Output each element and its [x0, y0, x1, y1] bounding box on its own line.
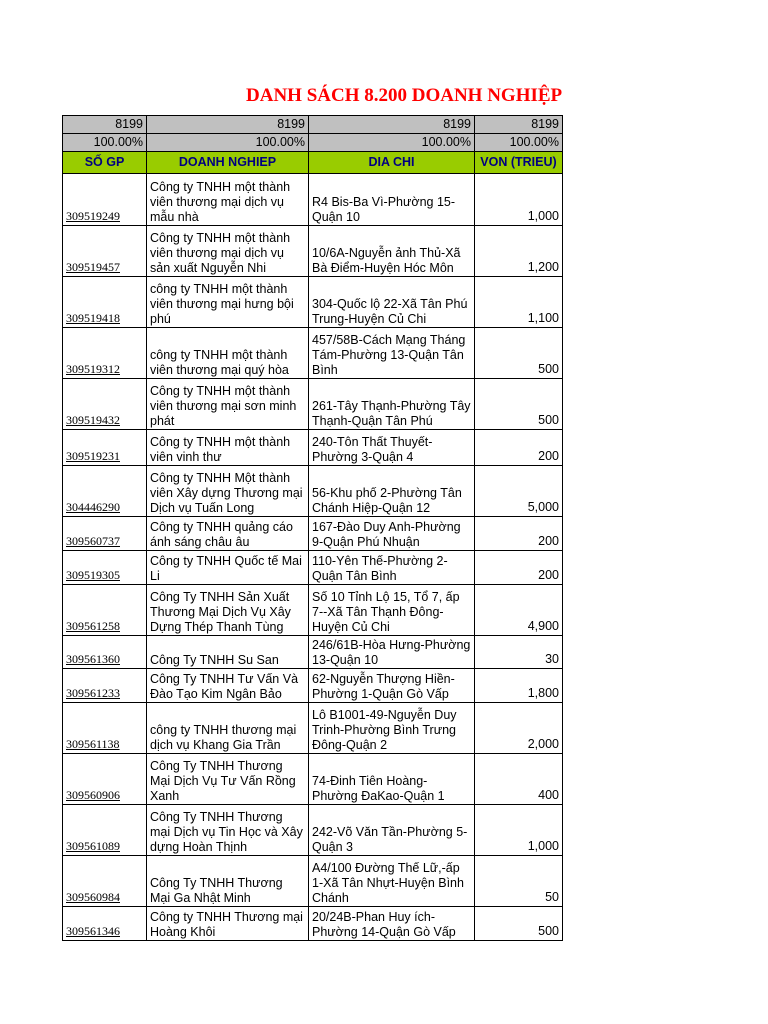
- address-cell: 240-Tôn Thất Thuyết-Phường 3-Quận 4: [309, 430, 475, 466]
- capital-cell: 500: [475, 907, 563, 941]
- address-cell: 56-Khu phố 2-Phường Tân Chánh Hiệp-Quận 12: [309, 466, 475, 517]
- summary-cell: 8199: [63, 116, 147, 134]
- table-row: [63, 805, 563, 856]
- header-doanh-nghiep: DOANH NGHIEP: [147, 152, 309, 174]
- capital-cell: 1,200: [475, 226, 563, 277]
- company-name-cell: Công ty TNHH quảng cáo ánh sáng châu âu: [147, 517, 309, 551]
- capital-cell: 1,800: [475, 669, 563, 703]
- license-number-cell[interactable]: 309560984: [63, 856, 147, 907]
- summary-cell: 100.00%: [309, 134, 475, 152]
- address-cell: 167-Đào Duy Anh-Phường 9-Quận Phú Nhuận: [309, 517, 475, 551]
- capital-cell: 200: [475, 517, 563, 551]
- table-row: [63, 174, 563, 226]
- summary-cell: 100.00%: [147, 134, 309, 152]
- table-row: [63, 277, 563, 328]
- table-row: [63, 669, 563, 703]
- table-row: [63, 517, 563, 551]
- summary-cell: 8199: [309, 116, 475, 134]
- table-row: [63, 907, 563, 941]
- summary-cell: 8199: [147, 116, 309, 134]
- table-row: [63, 328, 563, 379]
- license-number-cell[interactable]: 304446290: [63, 466, 147, 517]
- enterprise-table: [62, 115, 563, 941]
- company-name-cell: Công Ty TNHH Thương Mại Dịch Vụ Tư Vấn Rồng Xanh: [147, 754, 309, 805]
- company-name-cell: Công Ty TNHH Sản Xuất Thương Mại Dịch Vụ Xây Dựng Thép Thanh Tùng: [147, 585, 309, 636]
- summary-cell: 8199: [475, 116, 563, 134]
- capital-cell: 500: [475, 328, 563, 379]
- capital-cell: 1,100: [475, 277, 563, 328]
- summary-row-percent: [63, 134, 563, 152]
- company-name-cell: Công Ty TNHH Thương Mại Ga Nhật Minh: [147, 856, 309, 907]
- license-number-cell[interactable]: 309561346: [63, 907, 147, 941]
- address-cell: R4 Bis-Ba Vì-Phường 15-Quận 10: [309, 174, 475, 226]
- address-cell: 62-Nguyễn Thượng Hiền-Phường 1-Quận Gò Vấp: [309, 669, 475, 703]
- capital-cell: 4,900: [475, 585, 563, 636]
- license-number-cell[interactable]: 309519432: [63, 379, 147, 430]
- summary-cell: 100.00%: [63, 134, 147, 152]
- company-name-cell: Công Ty TNHH Thương mại Dịch vụ Tin Học và Xây dựng Hoàn Thịnh: [147, 805, 309, 856]
- company-name-cell: Công ty TNHH Quốc tế Mai Li: [147, 551, 309, 585]
- company-name-cell: Công ty TNHH một thành viên thương mại dịch vụ mẫu nhà: [147, 174, 309, 226]
- license-number-cell[interactable]: 309561089: [63, 805, 147, 856]
- capital-cell: 500: [475, 379, 563, 430]
- table-row: [63, 636, 563, 669]
- capital-cell: 200: [475, 551, 563, 585]
- address-cell: 246/61B-Hòa Hưng-Phường 13-Quận 10: [309, 636, 475, 669]
- header-so-gp: SỐ GP: [63, 152, 147, 174]
- company-name-cell: công ty TNHH một thành viên thương mại hưng bội phú: [147, 277, 309, 328]
- capital-cell: 2,000: [475, 703, 563, 754]
- table-row: [63, 856, 563, 907]
- license-number-cell[interactable]: 309519312: [63, 328, 147, 379]
- license-number-cell[interactable]: 309560906: [63, 754, 147, 805]
- table-row: [63, 466, 563, 517]
- address-cell: 242-Võ Văn Tần-Phường 5-Quận 3: [309, 805, 475, 856]
- address-cell: 261-Tây Thạnh-Phường Tây Thạnh-Quận Tân Phú: [309, 379, 475, 430]
- company-name-cell: Công ty TNHH một thành viên thương mại dịch vụ sản xuất Nguyễn Nhi: [147, 226, 309, 277]
- address-cell: Số 10 Tỉnh Lộ 15, Tổ 7, ấp 7--Xã Tân Thạnh Đông-Huyện Củ Chi: [309, 585, 475, 636]
- spreadsheet-area: [62, 115, 768, 951]
- company-name-cell: công ty TNHH thương mại dịch vụ Khang Gia Trần: [147, 703, 309, 754]
- summary-row-count: [63, 116, 563, 134]
- license-number-cell[interactable]: 309519231: [63, 430, 147, 466]
- table-row: [63, 703, 563, 754]
- capital-cell: 50: [475, 856, 563, 907]
- address-cell: 457/58B-Cách Mạng Tháng Tám-Phường 13-Quận Tân Bình: [309, 328, 475, 379]
- license-number-cell[interactable]: 309519305: [63, 551, 147, 585]
- license-number-cell[interactable]: 309561258: [63, 585, 147, 636]
- header-dia-chi: DIA CHI: [309, 152, 475, 174]
- capital-cell: 1,000: [475, 174, 563, 226]
- company-name-cell: Công ty TNHH Thương mại Hoàng Khôi: [147, 907, 309, 941]
- summary-cell: 100.00%: [475, 134, 563, 152]
- capital-cell: 5,000: [475, 466, 563, 517]
- license-number-cell[interactable]: 309561138: [63, 703, 147, 754]
- company-name-cell: Công ty TNHH Một thành viên Xây dựng Thương mại Dịch vụ Tuấn Long: [147, 466, 309, 517]
- license-number-cell[interactable]: 309519249: [63, 174, 147, 226]
- table-row: [63, 226, 563, 277]
- capital-cell: 1,000: [475, 805, 563, 856]
- table-row: [63, 379, 563, 430]
- company-name-cell: Công Ty TNHH Tư Vấn Và Đào Tạo Kim Ngân Bảo: [147, 669, 309, 703]
- address-cell: 304-Quốc lộ 22-Xã Tân Phú Trung-Huyện Củ Chi: [309, 277, 475, 328]
- license-number-cell[interactable]: 309519457: [63, 226, 147, 277]
- address-cell: 110-Yên Thế-Phường 2-Quận Tân Bình: [309, 551, 475, 585]
- address-cell: 74-Đinh Tiên Hoàng-Phường ĐaKao-Quận 1: [309, 754, 475, 805]
- table-row: [63, 430, 563, 466]
- header-von: VON (TRIEU): [475, 152, 563, 174]
- address-cell: 20/24B-Phan Huy ích-Phường 14-Quận Gò Vấp: [309, 907, 475, 941]
- address-cell: 10/6A-Nguyễn ảnh Thủ-Xã Bà Điểm-Huyện Hóc Môn: [309, 226, 475, 277]
- table-row: [63, 551, 563, 585]
- company-name-cell: Công ty TNHH một thành viên thương mại sơn minh phát: [147, 379, 309, 430]
- address-cell: A4/100 Đường Thế Lữ,-ấp 1-Xã Tân Nhựt-Huyện Bình Chánh: [309, 856, 475, 907]
- address-cell: Lô B1001-49-Nguyễn Duy Trinh-Phường Bình Trưng Đông-Quận 2: [309, 703, 475, 754]
- license-number-cell[interactable]: 309560737: [63, 517, 147, 551]
- license-number-cell[interactable]: 309561233: [63, 669, 147, 703]
- company-name-cell: Công Ty TNHH Su San: [147, 636, 309, 669]
- capital-cell: 400: [475, 754, 563, 805]
- capital-cell: 30: [475, 636, 563, 669]
- document-title: DANH SÁCH 8.200 DOANH NGHIỆP: [246, 85, 563, 106]
- table-row: [63, 585, 563, 636]
- license-number-cell[interactable]: 309519418: [63, 277, 147, 328]
- company-name-cell: Công ty TNHH một thành viên vinh thư: [147, 430, 309, 466]
- license-number-cell[interactable]: 309561360: [63, 636, 147, 669]
- table-row: [63, 754, 563, 805]
- capital-cell: 200: [475, 430, 563, 466]
- company-name-cell: công ty TNHH một thành viên thương mại quý hòa: [147, 328, 309, 379]
- header-row: [63, 152, 563, 174]
